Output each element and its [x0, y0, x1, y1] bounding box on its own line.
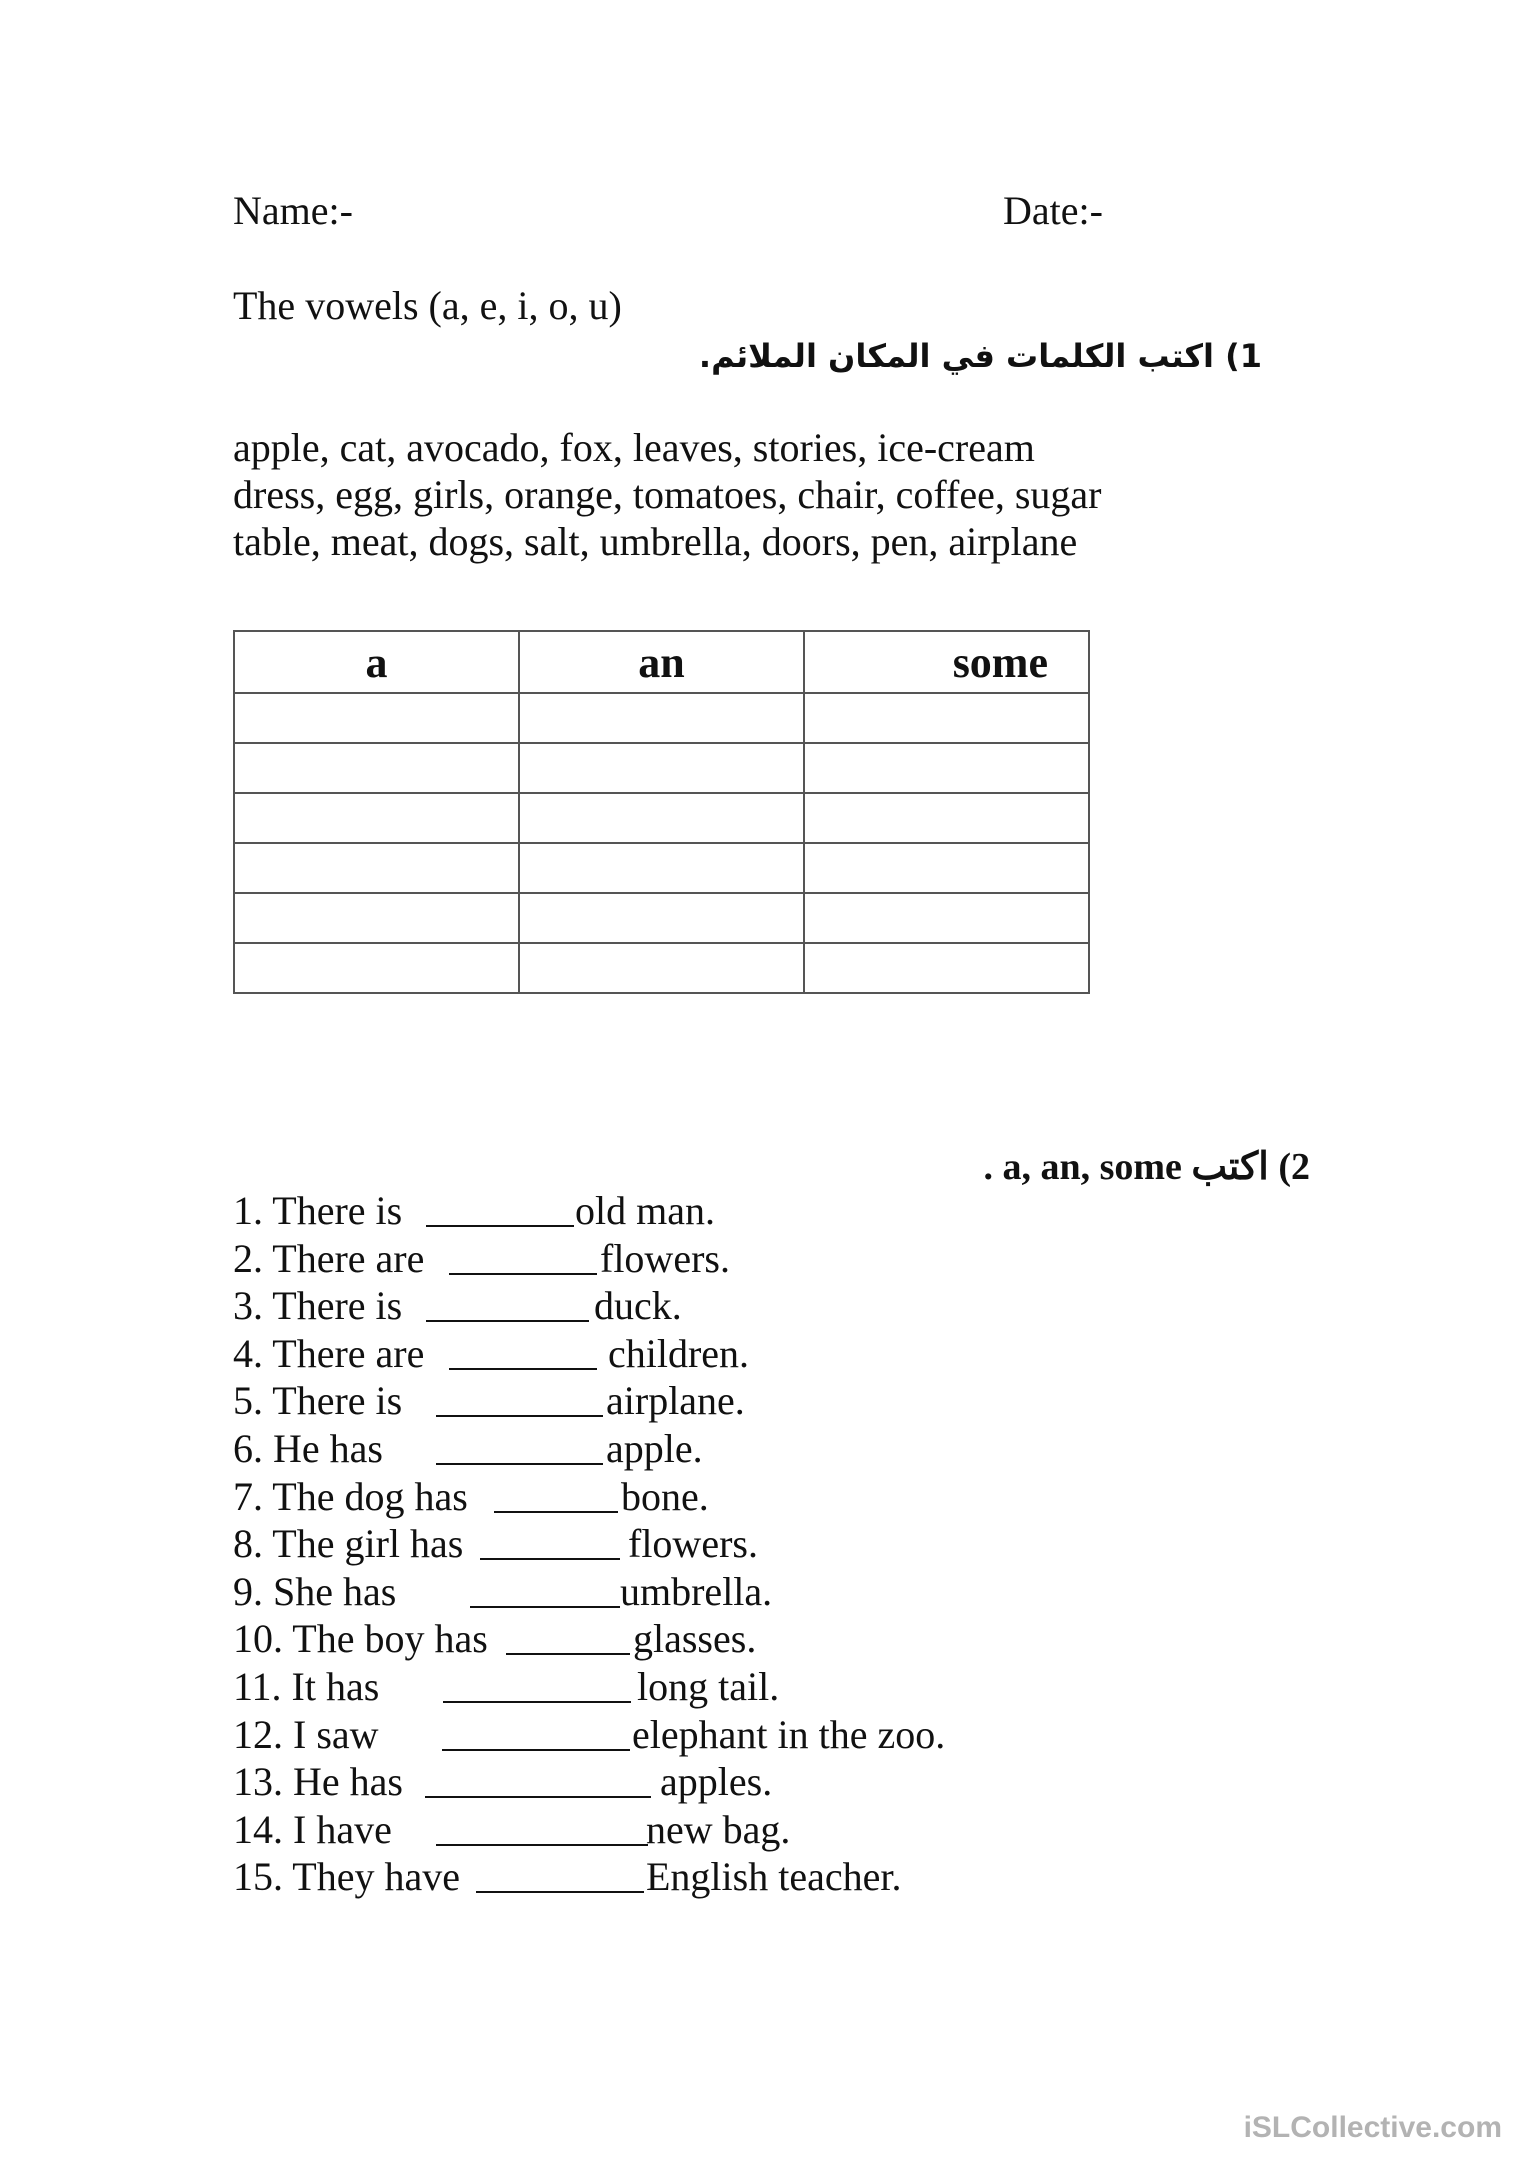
vowels-heading: The vowels (a, e, i, o, u): [233, 283, 622, 328]
word-bank-line: apple, cat, avocado, fox, leaves, stories, ice-cream: [233, 425, 1035, 470]
table-cell[interactable]: [519, 793, 804, 843]
answer-blank[interactable]: [436, 1385, 603, 1417]
sentence-start: 14. I have: [233, 1806, 392, 1852]
sentence-end: bone.: [621, 1473, 709, 1519]
answer-blank[interactable]: [470, 1576, 620, 1608]
sentence-end: old man.: [575, 1188, 715, 1233]
table-cell[interactable]: [234, 693, 519, 743]
section2-instruction: 2) اكتب a, an, some .: [983, 1146, 1310, 1188]
sentence-end: duck.: [594, 1283, 682, 1329]
table-cell[interactable]: [234, 793, 519, 843]
sentence-end: elephant in the zoo.: [632, 1711, 946, 1757]
table-row: [234, 843, 1089, 893]
word-bank-line: table, meat, dogs, salt, umbrella, doors, pen, airplane: [233, 519, 1078, 564]
sentence-end: new bag.: [646, 1806, 791, 1852]
answer-blank[interactable]: [494, 1481, 618, 1513]
table-cell[interactable]: [804, 893, 1089, 943]
table-row: [234, 793, 1089, 843]
answer-blank[interactable]: [426, 1195, 574, 1227]
sentence-end: flowers.: [600, 1235, 730, 1281]
sentence-end: flowers.: [628, 1521, 758, 1567]
table-row: [234, 943, 1089, 993]
date-label: Date:-: [1003, 188, 1103, 233]
name-label: Name:-: [233, 188, 353, 233]
answer-blank[interactable]: [443, 1671, 631, 1703]
table-cell[interactable]: [804, 793, 1089, 843]
answer-blank[interactable]: [425, 1766, 651, 1798]
sentence-start: 4. There are: [233, 1330, 425, 1376]
sentence-end: long tail.: [637, 1663, 780, 1709]
sorting-table: [233, 630, 1090, 994]
answer-blank[interactable]: [506, 1623, 630, 1655]
sentence-end: English teacher.: [646, 1854, 902, 1900]
answer-blank[interactable]: [476, 1861, 644, 1893]
column-header-a: a: [234, 631, 519, 693]
table-row: [234, 743, 1089, 793]
sentence-start: 3. There is: [233, 1283, 403, 1329]
table-row: [234, 693, 1089, 743]
sentence-start: 1. There is: [233, 1188, 403, 1233]
sentence-start: 12. I saw: [233, 1711, 379, 1757]
table-cell[interactable]: [804, 943, 1089, 993]
table-cell[interactable]: [804, 843, 1089, 893]
sentence-start: 15. They have: [233, 1854, 460, 1900]
table-cell[interactable]: [519, 693, 804, 743]
answer-blank[interactable]: [449, 1243, 597, 1275]
table-row: [234, 893, 1089, 943]
table-cell[interactable]: [519, 843, 804, 893]
table-cell[interactable]: [234, 943, 519, 993]
sentence-end: umbrella.: [620, 1568, 773, 1614]
word-bank: [233, 424, 1101, 565]
section1-instruction: 1) اكتب الكلمات في المكان الملائم.: [698, 337, 1262, 375]
sentence-end: glasses.: [633, 1616, 757, 1662]
sentence-end: apple.: [606, 1425, 703, 1471]
watermark: iSLCollective.com: [1243, 2111, 1502, 2144]
answer-blank[interactable]: [436, 1433, 603, 1465]
answer-blank[interactable]: [436, 1814, 648, 1846]
answer-blank[interactable]: [442, 1719, 630, 1751]
sentence-start: 6. He has: [233, 1425, 383, 1471]
sentence-start: 7. The dog has: [233, 1473, 468, 1519]
sentence-start: 5. There is: [233, 1378, 403, 1424]
table-cell[interactable]: [234, 893, 519, 943]
answer-blank[interactable]: [449, 1338, 597, 1370]
sentence-end: children.: [608, 1330, 750, 1376]
sentence-end: airplane.: [606, 1378, 745, 1424]
sentence-start: 8. The girl has: [233, 1521, 464, 1567]
answer-blank[interactable]: [426, 1290, 589, 1322]
sentence-start: 11. It has: [233, 1663, 380, 1709]
sentence-start: 13. He has: [233, 1759, 403, 1805]
sentence-start: 10. The boy has: [233, 1616, 488, 1662]
table-cell[interactable]: [234, 843, 519, 893]
column-header-some: some: [804, 631, 1089, 693]
sentence-start: 2. There are: [233, 1235, 425, 1281]
sentence-start: 9. She has: [233, 1568, 397, 1614]
table-cell[interactable]: [804, 693, 1089, 743]
table-cell[interactable]: [519, 893, 804, 943]
table-cell[interactable]: [234, 743, 519, 793]
column-header-an: an: [519, 631, 804, 693]
answer-blank[interactable]: [480, 1528, 620, 1560]
table-cell[interactable]: [804, 743, 1089, 793]
word-bank-line: dress, egg, girls, orange, tomatoes, chair, coffee, sugar: [233, 472, 1102, 517]
table-cell[interactable]: [519, 743, 804, 793]
table-header-row: [234, 631, 1089, 693]
sentence-end: apples.: [660, 1759, 773, 1805]
table-cell[interactable]: [519, 943, 804, 993]
